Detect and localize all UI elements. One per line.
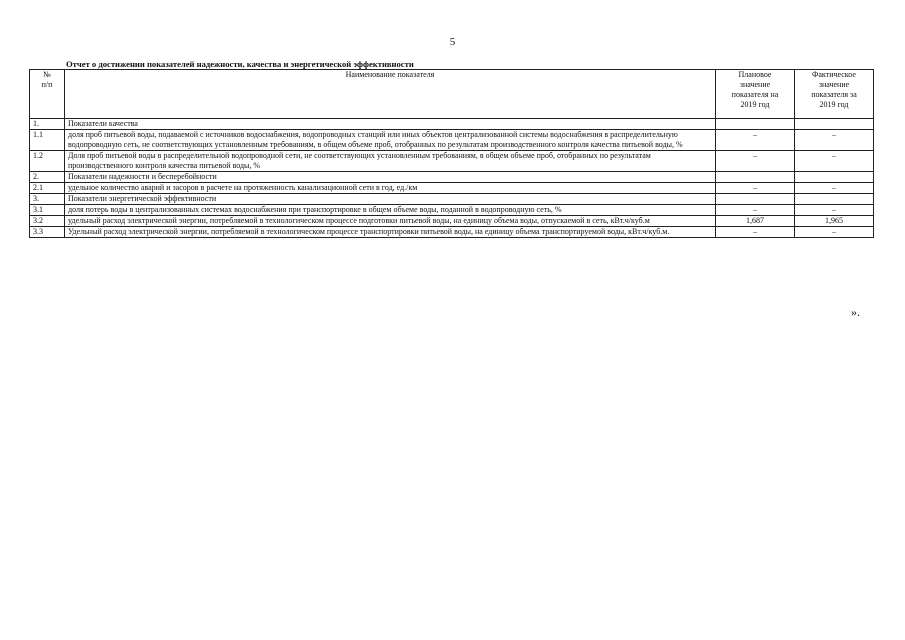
report-title: Отчет о достижении показателей надежности, качества и энергетической эффективности <box>66 59 414 69</box>
row-indicator-name: Удельный расход электрической энергии, потребляемой в технологическом процессе транспортировки питьевой воды, на единицу объема транспортируемой воды, кВт.ч/куб.м. <box>65 227 716 238</box>
row-actual-value <box>795 194 874 205</box>
table-body <box>30 119 874 238</box>
table-row <box>30 205 874 216</box>
row-planned-value: – <box>716 205 795 216</box>
row-indicator-name: Доля проб питьевой воды в распределительной водопроводной сети, не соответствующих установленным требованиям, в общем объеме проб, отобранных по результатам производственного контроля качества питьевой воды, % <box>65 151 716 172</box>
row-actual-value <box>795 172 874 183</box>
row-planned-value: – <box>716 183 795 194</box>
row-number: 1.1 <box>30 130 65 151</box>
row-planned-value: 1,687 <box>716 216 795 227</box>
header-number: № п/п <box>30 70 65 119</box>
table-row <box>30 216 874 227</box>
row-planned-value <box>716 194 795 205</box>
row-indicator-name: Показатели качества <box>65 119 716 130</box>
row-planned-value: – <box>716 227 795 238</box>
row-indicator-name: Показатели энергетической эффективности <box>65 194 716 205</box>
table-row <box>30 183 874 194</box>
row-indicator-name: удельный расход электрической энергии, потребляемой в технологическом процессе подготовки питьевой воды, на единицу объема воды, отпускаемой в сеть, кВт.ч/куб.м <box>65 216 716 227</box>
table-header-row <box>30 70 874 119</box>
table-row <box>30 172 874 183</box>
table-row <box>30 227 874 238</box>
row-number: 2.1 <box>30 183 65 194</box>
row-number: 3. <box>30 194 65 205</box>
row-indicator-name: доля потерь воды в централизованных системах водоснабжения при транспортировке в общем объеме воды, поданной в водопроводную сеть, % <box>65 205 716 216</box>
row-number: 1. <box>30 119 65 130</box>
closing-quote: ». <box>851 305 860 319</box>
row-indicator-name: удельное количество аварий и засоров в расчете на протяженность канализационной сети в год, ед./км <box>65 183 716 194</box>
row-planned-value: – <box>716 130 795 151</box>
header-planned-value: Плановое значение показателя на 2019 год <box>716 70 795 119</box>
row-number: 2. <box>30 172 65 183</box>
row-actual-value: – <box>795 130 874 151</box>
table-row <box>30 130 874 151</box>
row-actual-value: 1,965 <box>795 216 874 227</box>
row-number: 3.3 <box>30 227 65 238</box>
row-number: 3.2 <box>30 216 65 227</box>
table-header <box>30 70 874 119</box>
page-number: 5 <box>449 36 456 48</box>
table-row <box>30 151 874 172</box>
row-planned-value <box>716 119 795 130</box>
row-planned-value <box>716 172 795 183</box>
row-actual-value: – <box>795 205 874 216</box>
row-number: 3.1 <box>30 205 65 216</box>
row-actual-value: – <box>795 227 874 238</box>
row-number: 1.2 <box>30 151 65 172</box>
header-indicator-name: Наименование показателя <box>65 70 716 119</box>
table-row <box>30 194 874 205</box>
row-indicator-name: доля проб питьевой воды, подаваемой с источников водоснабжения, водопроводных станций или иных объектов централизованной системы водоснабжения в распределительную водопроводную сеть, не соответствующих установленным требованиям, в общем объеме проб, отобранных по результатам производственного контроля качества питьевой воды, % <box>65 130 716 151</box>
table-row <box>30 119 874 130</box>
header-actual-value: Фактическое значение показателя за 2019 год <box>795 70 874 119</box>
row-actual-value: – <box>795 151 874 172</box>
row-actual-value <box>795 119 874 130</box>
indicators-table <box>29 69 874 238</box>
row-indicator-name: Показатели надежности и бесперебойности <box>65 172 716 183</box>
row-actual-value: – <box>795 183 874 194</box>
row-planned-value: – <box>716 151 795 172</box>
